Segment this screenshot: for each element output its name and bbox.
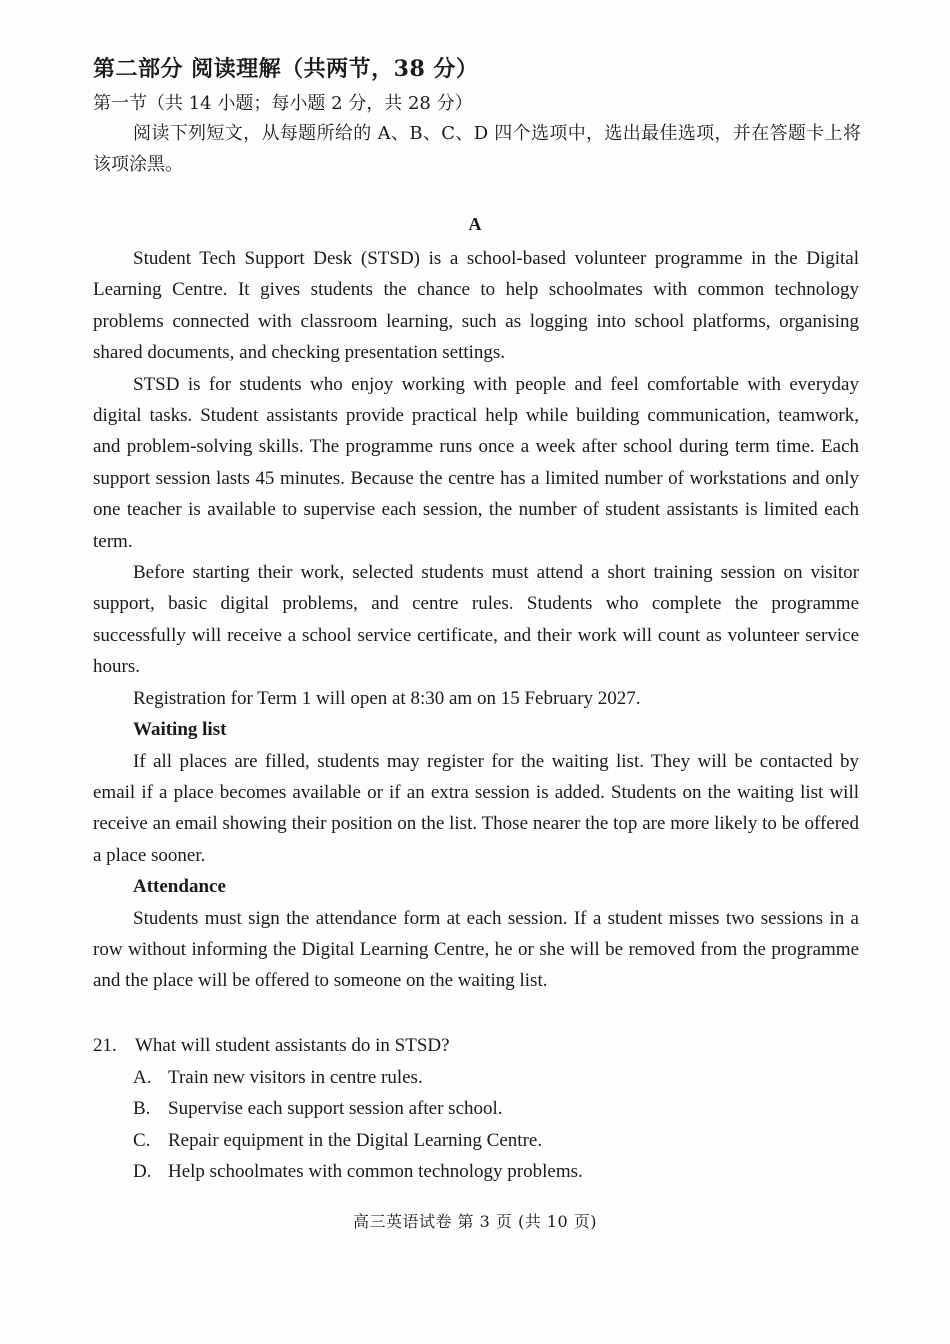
passage-paragraph-3: Before starting their work, selected students must attend a short training session on visitor support, basic digital problems, and centre rules. Students who complete the programme successfully will receive a school service certificate, and their work will count as volunteer service hours. [93, 562, 859, 678]
option-a[interactable] [93, 1062, 859, 1094]
attendance-heading: Attendance [133, 876, 226, 898]
instructions: 阅读下列短文，从每题所给的 A、B、C、D 四个选项中，选出最佳选项，并在答题卡上将该项涂黑。 [93, 123, 861, 175]
passage-paragraph-1: Student Tech Support Desk (STSD) is a school-based volunteer programme in the Digital Learning Centre. It gives students the chance to help schoolmates with common technology problems connected with classroom learning, such as logging into school platforms, organising shared documents, and checking presentation settings. [93, 248, 859, 364]
passage-paragraph-4: Registration for Term 1 will open at 8:30 am on 15 February 2027. [133, 687, 641, 709]
passage-body [93, 243, 859, 997]
question-text: What will student assistants do in STSD? [135, 1035, 450, 1056]
option-c[interactable] [93, 1125, 859, 1157]
option-text: Repair equipment in the Digital Learning Centre. [168, 1129, 543, 1151]
option-b[interactable] [93, 1093, 859, 1125]
passage-letter: A [468, 214, 482, 234]
passage-paragraph-2: STSD is for students who enjoy working with people and feel comfortable with everyday digital tasks. Student assistants provide practical help while building communication, teamwork, and problem-solving skills. The programme runs once a week after school during term time. Each support session lasts 45 minutes. Because the centre has a limited number of workstations and only one teacher is available to supervise each session, the number of student assistants is limited each term. [93, 373, 859, 552]
option-letter: D. [133, 1161, 152, 1183]
page-footer: 高三英语试卷 第 3 页 (共 10 页) [352, 1212, 598, 1231]
attendance-paragraph: Students must sign the attendance form at each session. If a student misses two sessions in a row without informing the Digital Learning Centre, he or she will be removed from the programme and the place will be offered to someone on the waiting list. [93, 907, 859, 992]
option-text: Train new visitors in centre rules. [168, 1066, 423, 1088]
question-stem [93, 1030, 859, 1062]
option-text: Supervise each support session after school. [168, 1098, 503, 1120]
option-letter: B. [133, 1098, 151, 1120]
question-21 [93, 1030, 859, 1188]
question-number: 21. [93, 1035, 117, 1056]
option-letter: A. [133, 1066, 152, 1088]
waiting-list-heading: Waiting list [133, 719, 227, 741]
section-title: 第一节（共 14 小题；每小题 2 分，共 28 分） [93, 93, 473, 114]
option-text: Help schoolmates with common technology problems. [168, 1161, 583, 1183]
option-d[interactable] [93, 1156, 859, 1188]
option-letter: C. [133, 1129, 151, 1151]
part-title: 第二部分 阅读理解（共两节，38 分） [93, 56, 479, 82]
waiting-list-paragraph: If all places are filled, students may register for the waiting list. They will be contacted by email if a place becomes available or if an extra session is added. Students on the waiting list will receive an email showing their position on the list. Those nearer the top are more likely to be offered a place sooner. [93, 750, 859, 866]
